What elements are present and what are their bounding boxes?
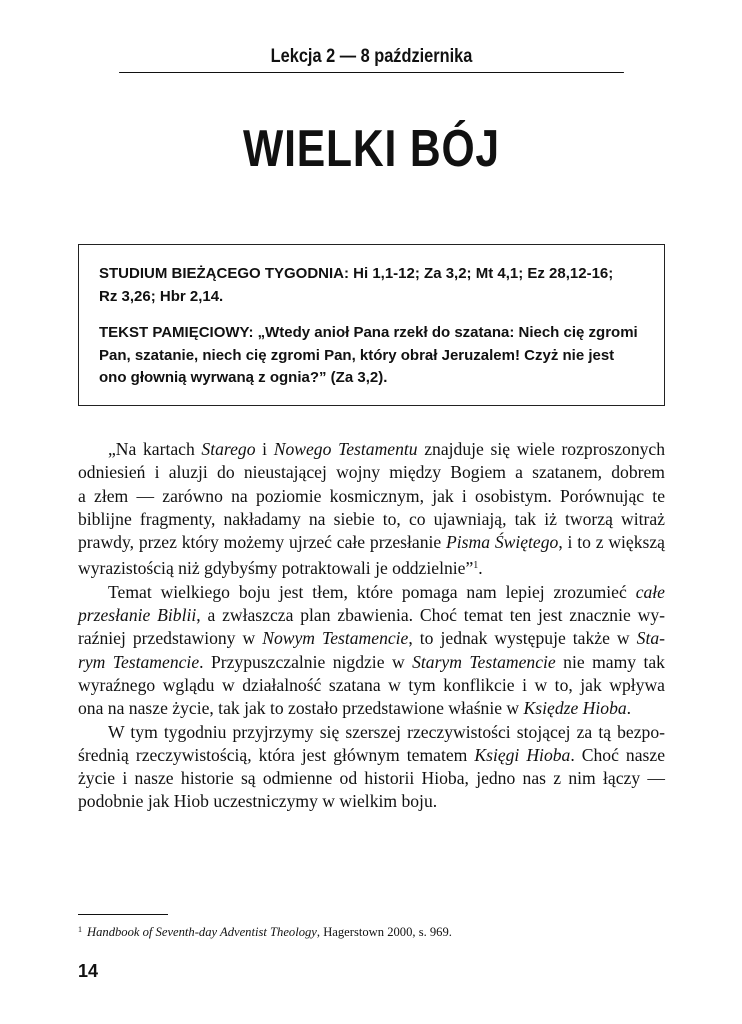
text-line: życie i nasze historie są odmienne od historii Hioba, jedno nas z nim łączy — xyxy=(78,768,665,789)
paragraph-3 xyxy=(78,721,665,814)
text-line: a złem — zarówno na poziomie kosmicznym, jak i osobistym. Porównując te xyxy=(78,485,665,506)
running-header: Lekcja 2 — 8 października xyxy=(119,44,624,73)
text-line: przesłanie Biblii, a zwłaszcza plan zbawienia. Choć temat ten jest znacznie wy- xyxy=(78,605,665,626)
text-line: biblijne fragmenty, nakładamy na siebie to, co ujawniają, tak iż tworzą witraż xyxy=(78,508,665,529)
text-line: „Na kartach Starego i Nowego Testamentu znajduje się wiele rozproszonych xyxy=(108,439,666,459)
text-line: prawdy, przez który możemy ujrzeć całe przesłanie Pisma Świętego, i to z większą xyxy=(78,532,665,553)
text-line: wyraźnego wglądu w działalność szatana w tym konflikcie i w to, jak wpływa xyxy=(78,674,665,695)
study-line-2: Rz 3,26; Hbr 2,14. xyxy=(99,287,224,305)
footnote xyxy=(78,922,452,940)
lesson-title: WIELKI BÓJ xyxy=(243,120,500,178)
page-number: 14 xyxy=(78,961,99,981)
text-line: raźniej przedstawiony w Nowym Testamencie, to jednak występuje także w Sta- xyxy=(78,628,665,649)
footnote-details: , Hagerstown 2000, s. 969. xyxy=(316,925,452,939)
memory-line-2: Pan, szatanie, niech cię zgromi Pan, który obrał Jeruzalem! Czyż nie jest xyxy=(99,346,615,364)
study-box xyxy=(78,244,665,406)
text-line: W tym tygodniu przyjrzymy się szerszej rzeczywistości stojącej za tą bezpo- xyxy=(108,721,665,742)
text-line: Temat wielkiego boju jest tłem, które pomaga nam lepiej zrozumieć całe xyxy=(108,581,665,602)
study-line-1: STUDIUM BIEŻĄCEGO TYGODNIA: Hi 1,1-12; Za 3,2; Mt 4,1; Ez 28,12-16; xyxy=(99,265,614,282)
paragraph-2 xyxy=(78,581,665,721)
text-line: wyrazistością niż gdybyśmy potraktowali je oddzielnie”$^1$. xyxy=(78,558,483,579)
footnote-marker: 1 xyxy=(473,560,479,572)
paragraph-1 xyxy=(78,438,665,581)
body-text xyxy=(78,438,665,814)
footnote-number: 1 xyxy=(78,925,82,934)
text-line: odniesień i aluzji do nieustającej wojny między Bogiem a szatanem, dobrem xyxy=(78,462,665,483)
text-line: średnią rzeczywistością, która jest głównym tematem Księgi Hioba. Choć nasze xyxy=(78,744,666,765)
weekly-study-references xyxy=(99,263,644,308)
text-line: ona na nasze życie, tak jak to zostało przedstawione właśnie w Księdze Hioba. xyxy=(78,698,632,719)
footnote-rule xyxy=(78,914,168,915)
memory-line-1: TEKST PAMIĘCIOWY: „Wtedy anioł Pana rzekł do szatana: Niech cię zgromi xyxy=(99,324,638,341)
text-line: podobnie jak Hiob uczestniczymy w wielkim boju. xyxy=(78,791,438,812)
footnote-book-title: Handbook of Seventh-day Adventist Theology xyxy=(87,925,317,939)
memory-text xyxy=(99,322,644,390)
memory-line-3: ono głownią wyrwaną z ognia?” (Za 3,2). xyxy=(99,369,388,386)
text-line: rym Testamencie. Przypuszczalnie nigdzie w Starym Testamencie nie mamy tak xyxy=(78,651,665,672)
